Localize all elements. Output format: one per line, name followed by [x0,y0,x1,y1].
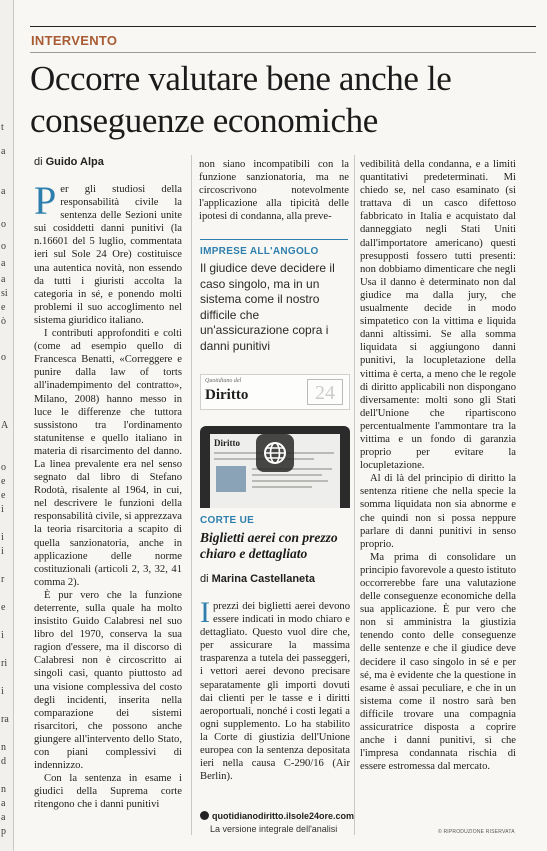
paragraph-text: prezzi dei biglietti aerei devono essere indicati in modo chiaro e dettagliato. Questo vuol dire che, per assicurare la massima trasparenza a tutela dei passeggeri, i vettori aerei devono precisare separatamente gli importi dovuti dai clienti per le tasse e i diritti aeroportuali, nonché i costi legati a ogni supplemento. Lo ha stabilito la Corte di giustizia dell'Unione europea con la sentenza depositata ieri nella causa C-290/16 (Air Berlin). [200,601,350,783]
edge-fragment: i [1,504,4,515]
edge-fragment: a [1,258,6,269]
headline: Occorre valutare bene anche le conseguenze economiche [30,59,452,140]
edge-fragment: n [1,784,6,795]
edge-fragment: o [1,241,6,252]
edge-fragment: n [1,742,6,753]
tablet-text-line [252,486,312,488]
edge-fragment: o [1,462,6,473]
edge-fragment: i [1,686,4,697]
article-paragraph: Al di là del principio di diritto la sentenza ritiene che nella specie la somma liquidata non sia abnorme e che quindi non si possa neppure parlare di danni punitivi in senso proprio. [360,473,516,550]
article-paragraph: non siano incompatibili con la funzione sanzionatoria, ma ne circoscrivono notevolmente l'applicazione alla tipicità delle ipotesi di condanna, alla preve- [199,159,349,223]
edge-fragment: si [1,288,8,299]
byline-prefix: di [200,573,209,585]
copyright-note: © RIPRODUZIONE RISERVATA [438,829,515,835]
tablet-text-line [252,474,322,476]
edge-fragment: a [1,812,6,823]
section-label: INTERVENTO [31,33,118,48]
edge-fragment: ri [1,658,8,669]
column-divider [191,155,192,835]
footer-link[interactable] [200,811,354,821]
footer-note: La versione integrale dell'analisi [210,824,338,834]
corte-paragraph [200,596,350,783]
edge-fragment: ra [1,714,9,725]
article-paragraph [34,178,182,327]
article-paragraph: È pur vero che la funzione deterrente, sulla quale ha molto insistito Guido Calabresi nel suo libro del 1970, conserva la sua ragion d'essere, ma il discorso di Calabresi non è circoscritto ai singoli casi, quanto piuttosto ad una visione complessiva del costo degli incidenti, inserita nella comparazione dei sistemi risarcitori, che possono anche giungere all'intervento dello Stato, con piani complessivi di indennizzo. [34,589,182,772]
tablet-illustration [200,426,350,508]
web-icon [200,811,209,820]
tablet-text-line [252,480,328,482]
drop-cap: I [200,596,210,629]
edge-fragment: a [1,146,6,157]
top-rule [30,26,536,27]
edge-fragment: p [1,826,6,837]
corte-label: CORTE UE [200,515,255,526]
column-divider [354,155,355,835]
corte-byline [200,573,315,585]
edge-fragment: i [1,630,4,641]
byline [34,156,104,168]
article-column-2 [199,158,349,223]
box-title: IMPRESE ALL'ANGOLO [200,246,319,257]
article-paragraph: I contributi approfonditi e colti (come ad esempio quello di Francesca Benatti, «Correggere e punire dalla law of torts all'inadempimento del contratto», Milano, 2008) hanno messo in luce le differenze che tuttora sussistono tra l'ordinamento statunitense e quello italiano in materia di risarcimento del danno. La linea prevalente era nel senso segnato dal libro di Stefano Rodotà, risalente al 1964, in cui, nel descrivere le funzioni della responsabilità civile, si apprezzava la teoria risarcitoria a scapito di quella sanzionatoria, anche in applicazione delle norme costituzionali (articoli 2, 3, 32, 41 comma 2). [34,328,182,588]
edge-fragment: d [1,756,6,767]
edge-fragment: e [1,302,6,313]
globe-icon [256,434,294,472]
paragraph-text: er gli studiosi della responsabilità civile la sentenza delle Sezioni unite sui cosiddetti danni punitivi (la n.16601 del 5 luglio, commentata ieri sul Sole 24 Ore) costituisce una autentica novità, non essendo da tutti i giuristi accolta la categoria in sé, e ponendo molti problemi il suo accoglimento nel sistema giuridico italiano. [34,184,182,326]
box-rule [200,239,348,240]
edge-fragment: i [1,532,4,543]
box-text: Il giudice deve decidere il caso singolo, ma in un sistema come il nostro difficile che un'assicurazione copra i danni punitivi [200,261,335,353]
section-rule [30,52,536,53]
edge-fragment: e [1,490,6,501]
promo-name: Diritto [205,387,249,403]
footer-url[interactable]: quotidianodiritto.ilsole24ore.com [212,811,355,821]
drop-cap: P [34,178,57,223]
byline-prefix: di [34,156,43,168]
corte-title: Biglietti aerei con prezzo chiaro e dettagliato [200,530,338,561]
edge-fragment: e [1,476,6,487]
author-name: Guido Alpa [45,156,104,168]
edge-fragment: i [1,546,4,557]
edge-fragment: a [1,274,6,285]
article-paragraph: vedibilità della condanna, e a limiti quantitativi predeterminati. Mi chiedo se, nel caso esaminato (si trattava di un casco difettoso fabbricato in Italia e acquistato dal danneggiato negli Stati Uniti dall'importatore americano) questi presupposti fossero tutti presenti: non dobbiamo dimenticare che negli Usa il danno è determinato non dal giudice ma dalla jury, che usualmente decide in modo simpatetico con la vittima e liquida danni altissimi. Se alla somma liquidata si aggiungono danni punitivi, la locupletazione della vittima è certa, a meno che le regole di diritto applicabili non dispongano diversamente: molti sono gli Stati dell'Unione che ripartiscono percentualmente l'ammontare tra la vittima e un fondo di garanzia proprio per evitare la locupletazione. [360,159,516,472]
article-column-1 [34,178,182,812]
adjacent-column-edge [0,0,14,851]
corte-column [200,596,350,783]
article-column-3 [360,158,516,773]
edge-fragment: r [1,574,5,585]
article-paragraph: Con la sentenza in esame i giudici della Suprema corte ritengono che i danni punitivi [34,773,182,811]
article-paragraph: Ma prima di consolidare un principio favorevole a questo istituto occorrerebbe fare una valutazione delle conseguenze economiche della sua applicazione. È pur vero che non si amministra la giustizia tenendo conto delle conseguenze delle sentenze e che il giudice deve decidere il caso singolo in sé e per sé, ma è evidente che la questione in esame è assai peculiare, e che in un sistema come il nostro sarà ben difficile trovare una compagnia assicuratrice disposta a coprire anche i danni punitivi, sì che l'impresa condannata rischia di essere estromessa dal mercato. [360,551,516,773]
edge-fragment: e [1,602,6,613]
tablet-header: Diritto [214,438,240,448]
author-name: Marina Castellaneta [211,573,315,585]
edge-fragment: a [1,186,6,197]
promo-subtitle: Quotidiano del [205,378,242,384]
edge-fragment: o [1,219,6,230]
quotidiano-diritto-banner[interactable] [200,374,350,410]
edge-fragment: ò [1,316,6,327]
promo-badge: 24 [307,379,343,405]
edge-fragment: a [1,798,6,809]
tablet-image [216,466,246,492]
edge-fragment: A [1,420,9,431]
edge-fragment: o [1,352,6,363]
edge-fragment: t [1,122,4,133]
